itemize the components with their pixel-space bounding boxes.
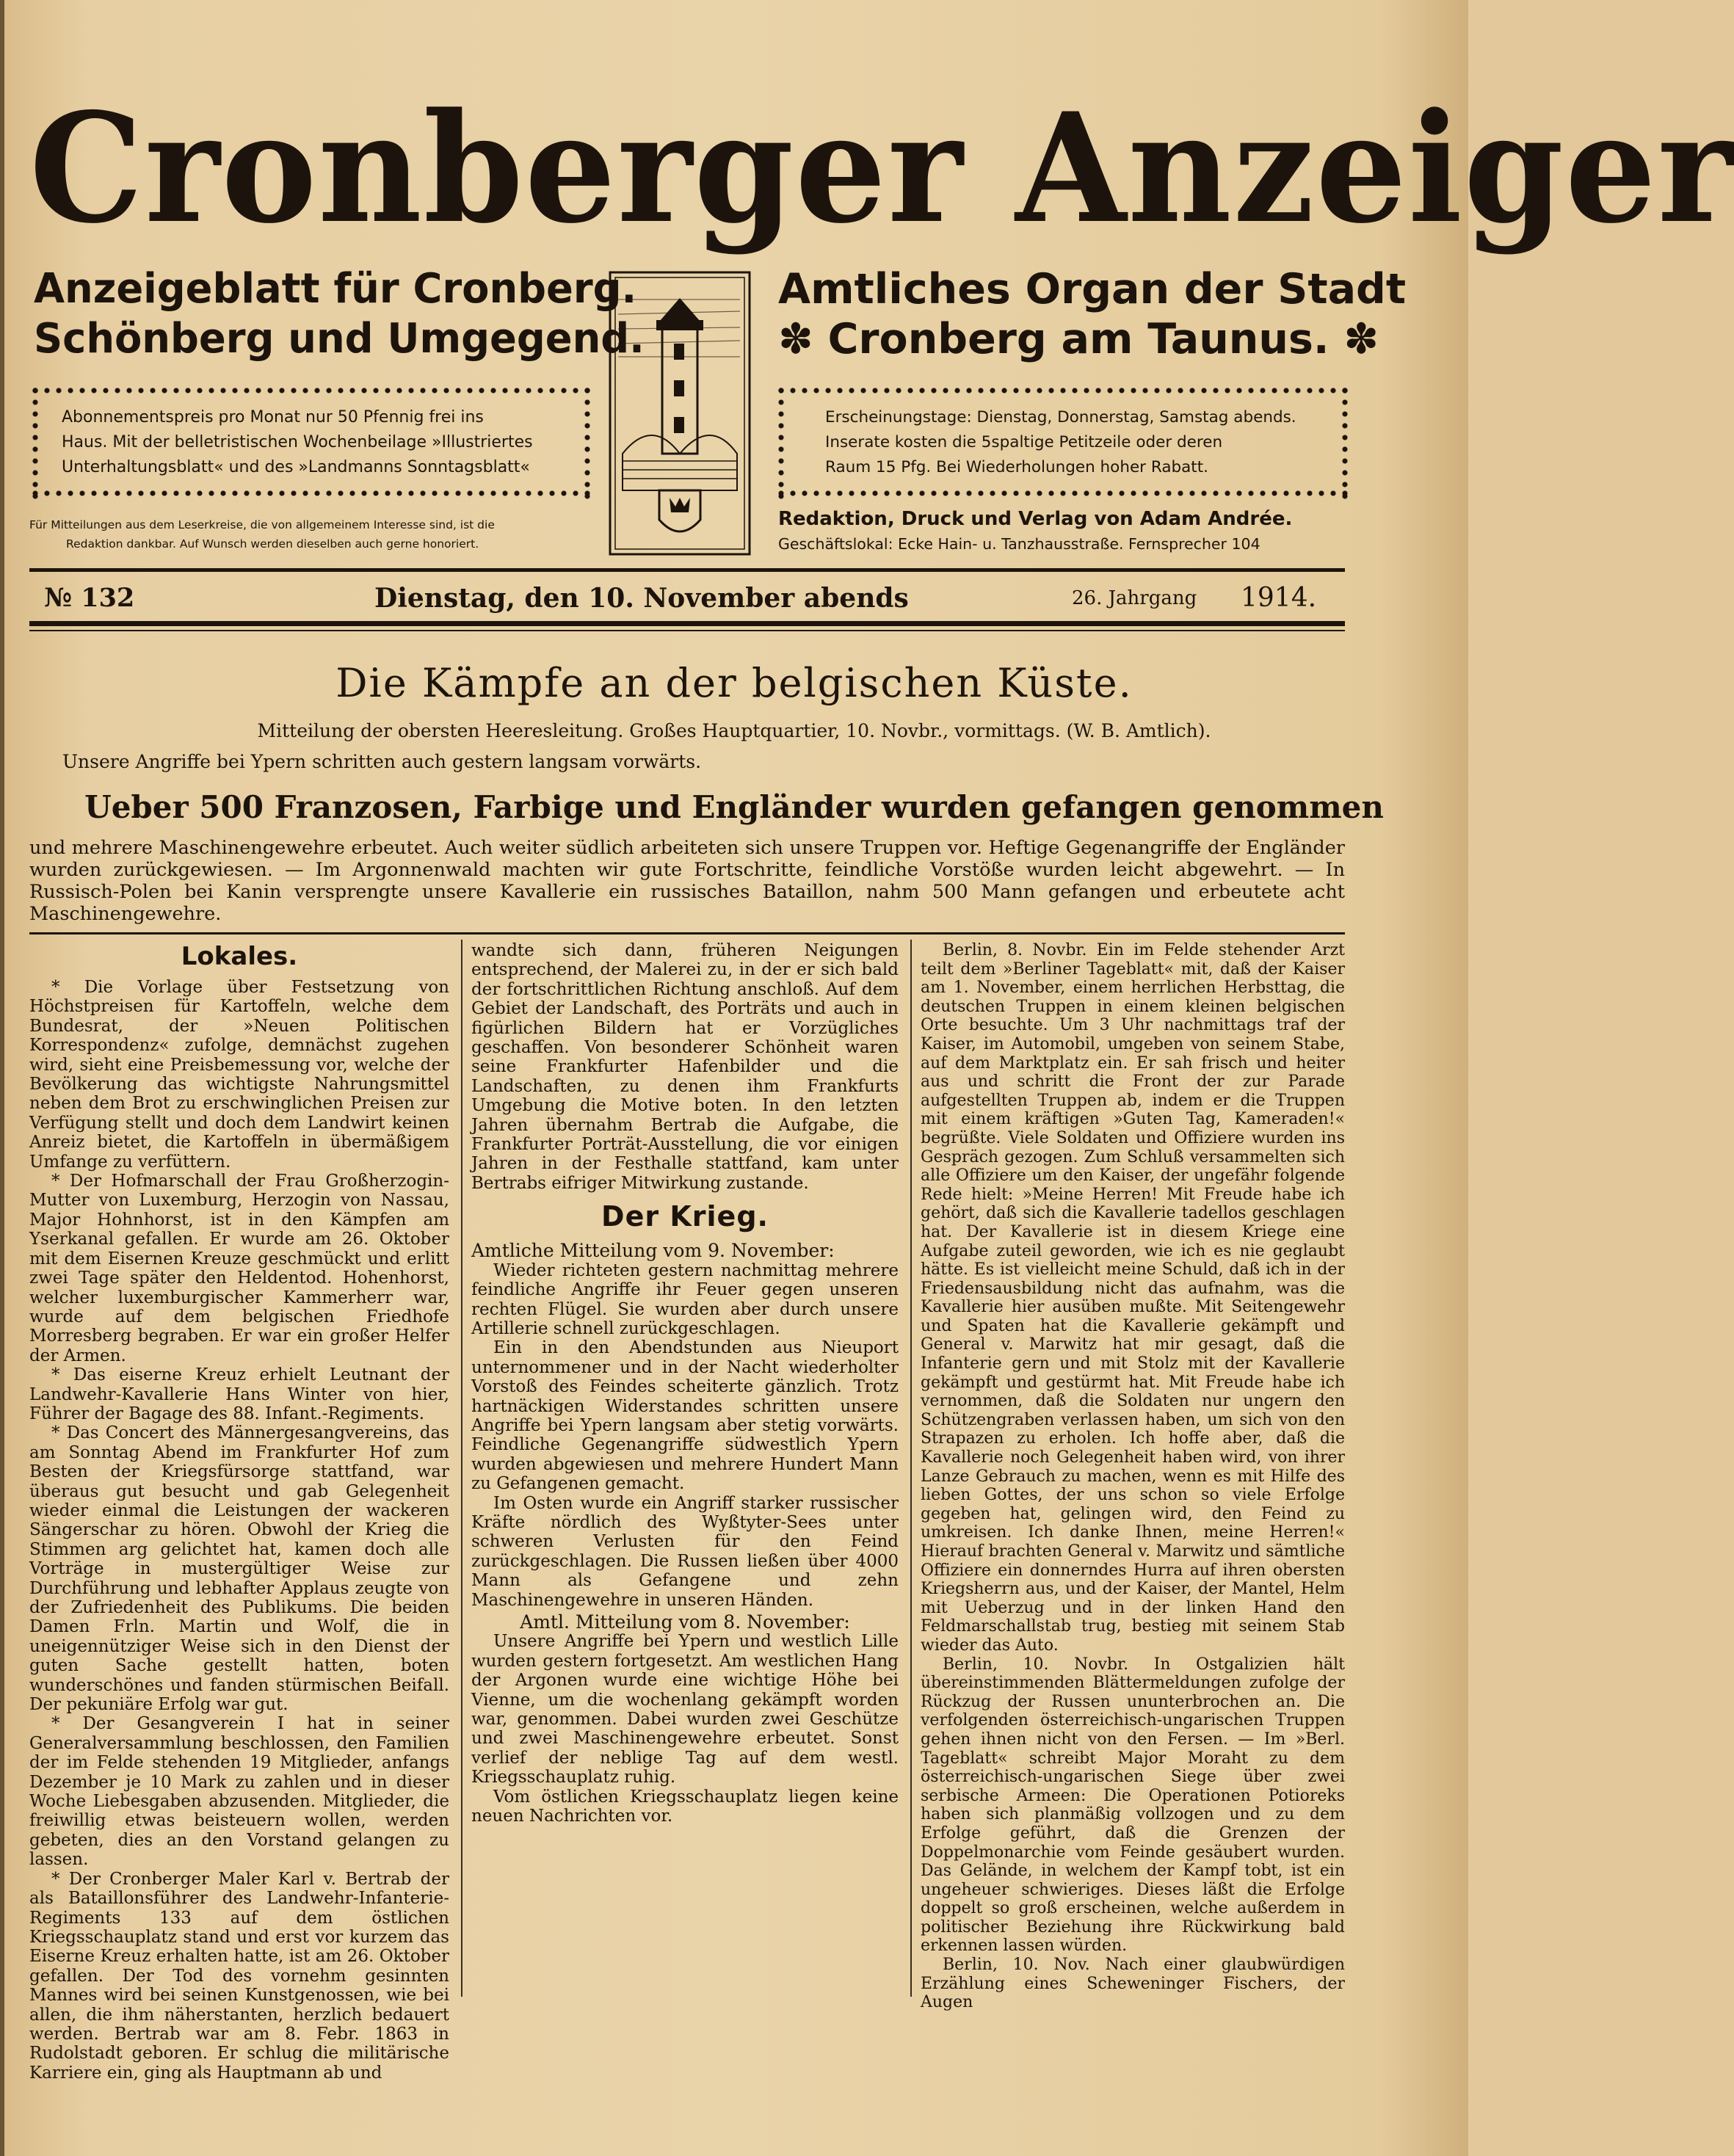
masthead-subtitle-left bbox=[34, 264, 645, 364]
subscription-box bbox=[62, 405, 533, 480]
issue-number: № 132 bbox=[44, 583, 135, 613]
local-paragraph: * Der Gesangverein I hat in seiner Generalversammlung beschlossen, den Familien der im Felde stehenden 19 Mitglieder, anfangs Dezember je 10 Mark zu zahlen und in dieser Woche Liebesgaben abzusenden. Mitglieder, die freiwillig etwas beisteuern wollen, werden gebeten, dies an den Vorstand gelangen zu lassen. bbox=[29, 1714, 449, 1870]
header-rule-bottom-thin bbox=[29, 630, 1345, 631]
berlin-paragraph: Berlin, 8. Novbr. Ein im Felde stehender Arzt teilt dem »Berliner Tageblatt« mit, daß der Kaiser am 1. November, einem herrlichen Herbsttag, die deutschen Truppen in einem kleinen belgischen Orte besuchte. Um 3 Uhr nachmittags traf der Kaiser, im Automobil, umgeben von seinem Stabe, auf dem Marktplatz ein. Er sah frisch und heiter aus und schritt die Front der zur Parade aufgestellten Truppen ab, indem er die Truppen mit einem kräftigen »Guten Tag, Kameraden!« begrüßte. Viele Soldaten und Offiziere wurden ins Gespräch gezogen. Zum Schluß versammelten sich alle Offiziere um den Kaiser, der ungefähr folgende Rede hielt: »Meine Herren! Mit Freude habe ich gehört, daß sich die Kavallerie tadellos geschlagen hat. Der Kavallerie ist in diesem Kriege eine Aufgabe zuteil geworden, wie ich es nie geglaubt hätte. Es ist vielleicht meine Schuld, daß ich in der Friedensausbildung nicht das aufnahm, was die Kavallerie hier ausüben mußte. Mit Seitengewehr und Spaten hat die Kavallerie gekämpft und General v. Marwitz hat mir gesagt, daß die Infanterie gern und mit Stolz mit der Kavallerie gekämpft und gestürmt hat. Mit Freude habe ich vernommen, daß die Soldaten nur ungern den Schützengraben verlassen haben, um sich von den Strapazen zu erholen. Ich hoffe aber, daß die Kavallerie noch Gelegenheit haben wird, von ihrer Lanze Gebrauch zu machen, wenn es mit Hilfe des lieben Gottes, der uns schon so viele Erfolge gegeben hat, gelingen wird, den Feind zu umkreisen. Ich danke Ihnen, meine Herren!« Hierauf brachten General v. Marwitz und sämtliche Offiziere ein donnerndes Hurra auf ihren obersten Kriegsherrn aus, und der Kaiser, der Mantel, Helm mit Ueberzug und in der linken Hand den Feldmarschallstab trug, bestieg mit seinem Stab wieder das Auto. bbox=[921, 941, 1345, 1655]
subtitle-right-line-1: Amtliches Organ der Stadt bbox=[778, 265, 1407, 313]
column-3 bbox=[921, 941, 1345, 2012]
issue-date: Dienstag, den 10. November abends bbox=[374, 583, 909, 614]
issue-year: 1914. bbox=[1241, 583, 1317, 613]
war-paragraph: Ein in den Abendstunden aus Nieuport unternommener und in der Nacht wiederholter Vorstoß des Feindes scheiterte gänzlich. Trotz hartnäckigen Widerstandes schritten unsere Angriffe bei Ypern langsam aber stetig vorwärts. Feindliche Gegenangriffe südwestlich Ypern wurden abgewiesen und mehrere Hundert Mann zu Gefangenen gemacht. bbox=[471, 1338, 899, 1494]
subtitle-left-line-2: Schönberg und Umgegend. bbox=[34, 315, 645, 363]
dotted-border-top-left bbox=[29, 385, 593, 396]
contributions-note bbox=[29, 515, 495, 553]
left-page-edge bbox=[0, 0, 4, 2156]
war-report-subheading: Amtliche Mitteilung vom 9. November: bbox=[471, 1240, 835, 1262]
lead-body bbox=[29, 837, 1345, 925]
dotted-border-side-right-inner bbox=[775, 385, 787, 499]
lead-body-text: und mehrere Maschinengewehre erbeutet. Auch weiter südlich arbeiteten sich unsere Truppen vor. Heftige Gegenangriffe der Engländer wurden zurückgewiesen. — Im Argonnenwald machten wir gute Fortschritte, feindliche Vorstöße wurden leicht abgewehrt. — In Russisch-Polen bei Kanin versprengte unsere Kavallerie ein russisches Bataillon, nahm 500 Mann gefangen und erbeutete acht Maschinengewehre. bbox=[29, 837, 1345, 925]
publication-box bbox=[825, 405, 1296, 480]
dotted-border-top-right bbox=[775, 385, 1351, 396]
dotted-border-bottom-left bbox=[29, 487, 593, 499]
local-paragraph: * Der Cronberger Maler Karl v. Bertrab der als Bataillonsführer des Landwehr-Infanterie-Regiments 133 auf dem östlichen Kriegsschauplatz stand und erst vor kurzem das Eiserne Kreuz erhalten hatte, ist am 26. Oktober gefallen. Der Tod des vornehm gesinnten Mannes wird bei seinen Kunstgenossen, wie bei allen, die ihm näherstanten, herzlich bedauert werden. Bertrab war am 8. Febr. 1863 in Rudolstadt geboren. Er schlug die militärische Karriere ein, ging als Hauptmann ab und bbox=[29, 1869, 449, 2083]
war-paragraph: Unsere Angriffe bei Ypern und westlich Lille wurden gestern fortgesetzt. Am westlichen Hang der Argonen wurde eine wichtige Höhe bei Vienne, um die wochenlang gekämpft worden war, genommen. Dabei wurden zwei Geschütze und zwei Maschinengewehre erbeutet. Sonst verlief der neblige Tag auf dem westl. Kriegsschauplatz ruhig. bbox=[471, 1632, 899, 1787]
local-paragraph: * Das Concert des Männergesangvereins, das am Sonntag Abend im Frankfurter Hof zum Besten der Kriegsfürsorge stattfand, war überaus gut besucht und gab Gelegenheit wieder einmal die Leistungen der wackeren Sängerschar zu hören. Obwohl der Krieg die Stimmen arg gelichtet hat, kamen doch alle Vorträge in mustergültiger Weise zur Durchführung und lebhafter Applaus zeugte von der Zufriedenheit des Publikums. Die beiden Damen Frln. Martin und Wolf, die in uneigennütziger Weise sich in den Dienst der guten Sache gestellt hatten, boten wunderschönes und fanden stürmischen Beifall. Der pekuniäre Erfolg war gut. bbox=[29, 1423, 449, 1715]
lead-headline: Die Kämpfe an der belgischen Küste. bbox=[335, 660, 1133, 706]
local-paragraph: * Der Hofmarschall der Frau Großherzogin-Mutter von Luxemburg, Herzogin von Nassau, Major Hohnhorst, ist in den Kämpfen am Yserkanal gefallen. Er wurde am 26. Oktober mit dem Eisernen Kreuze geschmückt und erlitt zwei Tage später den Heldentod. Hohenhorst, welcher luxemburgischer Kammerherr war, wurde auf dem belgischen Friedhofe Morresberg begraben. Er war ein großer Helfer der Armen. bbox=[29, 1172, 449, 1365]
column-divider bbox=[910, 940, 912, 1997]
war-paragraph: Vom östlichen Kriegsschauplatz liegen keine neuen Nachrichten vor. bbox=[471, 1787, 899, 1826]
imprint-office: Geschäftslokal: Ecke Hain- u. Tanzhausstraße. Fernsprecher 104 bbox=[778, 535, 1260, 553]
issue-volume: 26. Jahrgang bbox=[1072, 587, 1197, 609]
contributions-line: Für Mitteilungen aus dem Leserkreise, die von allgemeinem Interesse sind, ist die bbox=[29, 518, 495, 531]
masthead-title: Cronberger Anzeiger bbox=[29, 81, 1734, 257]
lead-subheadline: Ueber 500 Franzosen, Farbige und Engländer wurden gefangen genommen bbox=[84, 789, 1384, 825]
subtitle-left-line-1: Anzeigeblatt für Cronberg. bbox=[34, 265, 637, 313]
column-2-intro: wandte sich dann, früheren Neigungen entsprechend, der Malerei zu, in der er sich bald der fortschrittlichen Richtung anschloß. Auf dem Gebiet der Landschaft, des Porträts und auch in figürlichen Bildern hat er Vorzügliches geschaffen. Von besonderer Schönheit waren seine Frankfurter Hafenbilder und die Landschaften, zu denen ihm Frankfurts Umgebung die Motive boten. In den letzten Jahren übernahm Bertrab die Aufgabe, die Frankfurter Porträt-Ausstellung, die vor einigen Jahren in der Festhalle stattfand, kam unter Bertrabs eifriger Mitwirkung zustande. bbox=[471, 941, 899, 1193]
header-rule-top bbox=[29, 568, 1345, 572]
publication-line: Inserate kosten die 5spaltige Petitzeile oder deren bbox=[825, 433, 1223, 451]
war-report-subheading-2: Amtl. Mitteilung vom 8. November: bbox=[520, 1611, 850, 1633]
local-paragraph: * Das eiserne Kreuz erhielt Leutnant der Landwehr-Kavallerie Hans Winter von hier, Führer der Bagage des 88. Infant.-Regiments. bbox=[29, 1365, 449, 1423]
header-rule-bottom bbox=[29, 621, 1345, 626]
local-news-heading: Lokales. bbox=[181, 942, 298, 971]
lead-dateline: Mitteilung der obersten Heeresleitung. Großes Hauptquartier, 10. Novbr., vormittags. (W. B. Amtlich). bbox=[257, 720, 1211, 741]
subscription-line: Abonnementspreis pro Monat nur 50 Pfennig frei ins bbox=[62, 408, 484, 427]
publication-line: Raum 15 Pfg. Bei Wiederholungen hoher Rabatt. bbox=[825, 458, 1209, 476]
dotted-border-side-right bbox=[1339, 385, 1351, 499]
local-paragraph: * Die Vorlage über Festsetzung von Höchstpreisen für Kartoffeln, welche dem Bundesrat, der »Neuen Politischen Korrespondenz« zufolge, demnächst zugehen wird, sieht eine Preisbemessung vor, welche der Bevölkerung das wichtigste Nahrungsmittel neben dem Brot zu erschwinglichen Preisen zur Verfügung stellt und doch dem Landwirt keinen Anreiz bietet, die Kartoffeln in übermäßigem Umfange zu verfüttern. bbox=[29, 978, 449, 1172]
dotted-border-side-left-inner bbox=[581, 385, 593, 499]
lead-rule bbox=[29, 932, 1345, 934]
war-paragraph: Wieder richteten gestern nachmittag mehrere feindliche Angriffe ihr Feuer gegen unseren rechten Flügel. Sie wurden aber durch unsere Artillerie schnell zurückgeschlagen. bbox=[471, 1260, 899, 1338]
subtitle-right-line-2: ✽ Cronberg am Taunus. ✽ bbox=[778, 315, 1379, 363]
publication-line: Erscheinungstage: Dienstag, Donnerstag, Samstag abends. bbox=[825, 408, 1296, 427]
column-1 bbox=[29, 941, 449, 2083]
war-heading: Der Krieg. bbox=[601, 1200, 769, 1233]
lead-intro: Unsere Angriffe bei Ypern schritten auch gestern langsam vorwärts. bbox=[62, 751, 702, 772]
masthead-subtitle-right bbox=[778, 264, 1406, 364]
berlin-paragraph: Berlin, 10. Nov. Nach einer glaubwürdigen Erzählung eines Scheweninger Fischers, der Augen bbox=[921, 1956, 1345, 2012]
subscription-line: Unterhaltungsblatt« und des »Landmanns Sonntagsblatt« bbox=[62, 458, 530, 476]
subscription-line: Haus. Mit der belletristischen Wochenbeilage »Illustriertes bbox=[62, 433, 533, 451]
dotted-border-side-left bbox=[29, 385, 41, 499]
war-paragraph: Im Osten wurde ein Angriff starker russischer Kräfte nördlich des Wyßtyter-Sees unter schweren Verlusten für den Feind zurückgeschlagen. Die Russen ließen über 4000 Mann als Gefangene und zehn Maschinengewehre in unseren Händen. bbox=[471, 1493, 899, 1610]
imprint-publisher: Redaktion, Druck und Verlag von Adam Andrée. bbox=[778, 508, 1293, 530]
column-2 bbox=[471, 941, 899, 1998]
town-tower-emblem bbox=[608, 270, 752, 556]
berlin-paragraph: Berlin, 10. Novbr. In Ostgalizien hält übereinstimmenden Blättermeldungen zufolge der Rückzug der Russen ununterbrochen an. Die verfolgenden österreichisch-ungarischen Truppen gehen ihnen nicht von den Fersen. — Im »Berl. Tageblatt« schreibt Major Moraht zu dem österreichisch-ungarischen Siege über zwei serbische Armeen: Die Operationen Potioreks haben sich planmäßig vollzogen und zu dem Erfolge geführt, daß die Grenzen der Doppelmonarchie vom Feinde gesäubert wurden. Das Gelände, in welchem der Kampf tobt, ist ein ungeheuer schwieriges. Dieses läßt die Erfolge doppelt so groß erscheinen, welche außerdem in politischer Beziehung ihre Rückwirkung bald erkennen lassen würden. bbox=[921, 1655, 1345, 1956]
contributions-line: Redaktion dankbar. Auf Wunsch werden dieselben auch gerne honoriert. bbox=[66, 537, 479, 551]
dotted-border-bottom-right bbox=[775, 487, 1351, 499]
column-divider bbox=[461, 940, 462, 1997]
